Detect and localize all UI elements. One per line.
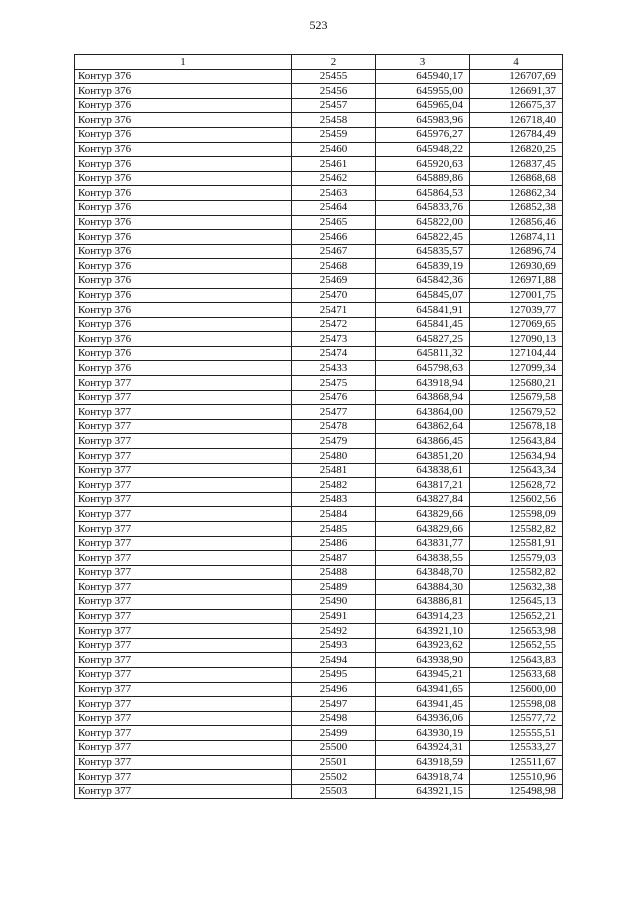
x-coordinate-cell: 643829,66 (376, 507, 470, 522)
x-coordinate-cell: 643921,10 (376, 624, 470, 639)
contour-name-cell: Контур 377 (75, 405, 292, 420)
y-coordinate-cell: 127099,34 (470, 361, 563, 376)
y-coordinate-cell: 125679,52 (470, 405, 563, 420)
contour-name-cell: Контур 376 (75, 303, 292, 318)
y-coordinate-cell: 125577,72 (470, 711, 563, 726)
point-number-cell: 25455 (292, 69, 376, 84)
x-coordinate-cell: 645983,96 (376, 113, 470, 128)
contour-name-cell: Контур 377 (75, 390, 292, 405)
contour-name-cell: Контур 377 (75, 478, 292, 493)
contour-name-cell: Контур 376 (75, 273, 292, 288)
x-coordinate-cell: 643936,06 (376, 711, 470, 726)
table-row (75, 69, 563, 84)
table-row (75, 244, 563, 259)
contour-name-cell: Контур 377 (75, 463, 292, 478)
table-row (75, 215, 563, 230)
y-coordinate-cell: 126856,46 (470, 215, 563, 230)
table-row (75, 332, 563, 347)
point-number-cell: 25480 (292, 449, 376, 464)
x-coordinate-cell: 645889,86 (376, 171, 470, 186)
x-coordinate-cell: 643862,64 (376, 419, 470, 434)
point-number-cell: 25461 (292, 157, 376, 172)
point-number-cell: 25487 (292, 551, 376, 566)
point-number-cell: 25459 (292, 127, 376, 142)
x-coordinate-cell: 643923,62 (376, 638, 470, 653)
table-row (75, 346, 563, 361)
point-number-cell: 25479 (292, 434, 376, 449)
x-coordinate-cell: 645864,53 (376, 186, 470, 201)
contour-name-cell: Контур 377 (75, 594, 292, 609)
table-row (75, 127, 563, 142)
x-coordinate-cell: 643938,90 (376, 653, 470, 668)
point-number-cell: 25501 (292, 755, 376, 770)
y-coordinate-cell: 125643,84 (470, 434, 563, 449)
y-coordinate-cell: 125679,58 (470, 390, 563, 405)
contour-name-cell: Контур 377 (75, 624, 292, 639)
contour-name-cell: Контур 377 (75, 580, 292, 595)
x-coordinate-cell: 643866,45 (376, 434, 470, 449)
contour-name-cell: Контур 377 (75, 419, 292, 434)
point-number-cell: 25483 (292, 492, 376, 507)
x-coordinate-cell: 645845,07 (376, 288, 470, 303)
y-coordinate-cell: 125680,21 (470, 376, 563, 391)
contour-name-cell: Контур 377 (75, 726, 292, 741)
contour-name-cell: Контур 377 (75, 536, 292, 551)
y-coordinate-cell: 125645,13 (470, 594, 563, 609)
x-coordinate-cell: 645827,25 (376, 332, 470, 347)
table-row (75, 171, 563, 186)
point-number-cell: 25457 (292, 98, 376, 113)
y-coordinate-cell: 125634,94 (470, 449, 563, 464)
x-coordinate-cell: 643864,00 (376, 405, 470, 420)
table-row (75, 492, 563, 507)
page-number: 523 (309, 18, 328, 32)
y-coordinate-cell: 127104,44 (470, 346, 563, 361)
y-coordinate-cell: 126707,69 (470, 69, 563, 84)
x-coordinate-cell: 645842,36 (376, 273, 470, 288)
y-coordinate-cell: 125498,98 (470, 784, 563, 799)
table-row (75, 288, 563, 303)
contour-name-cell: Контур 377 (75, 755, 292, 770)
point-number-cell: 25460 (292, 142, 376, 157)
header-row (75, 55, 563, 70)
point-number-cell: 25471 (292, 303, 376, 318)
y-coordinate-cell: 125628,72 (470, 478, 563, 493)
point-number-cell: 25473 (292, 332, 376, 347)
table-row (75, 784, 563, 799)
table-row (75, 507, 563, 522)
contour-name-cell: Контур 376 (75, 259, 292, 274)
contour-name-cell: Контур 376 (75, 230, 292, 245)
x-coordinate-cell: 643831,77 (376, 536, 470, 551)
point-number-cell: 25490 (292, 594, 376, 609)
table-row (75, 580, 563, 595)
point-number-cell: 25492 (292, 624, 376, 639)
contour-name-cell: Контур 376 (75, 142, 292, 157)
table-row (75, 770, 563, 785)
y-coordinate-cell: 126862,34 (470, 186, 563, 201)
x-coordinate-cell: 643838,55 (376, 551, 470, 566)
table-row (75, 273, 563, 288)
y-coordinate-cell: 127001,75 (470, 288, 563, 303)
point-number-cell: 25433 (292, 361, 376, 376)
point-number-cell: 25475 (292, 376, 376, 391)
point-number-cell: 25466 (292, 230, 376, 245)
table-row (75, 84, 563, 99)
x-coordinate-cell: 645798,63 (376, 361, 470, 376)
point-number-cell: 25488 (292, 565, 376, 580)
y-coordinate-cell: 126852,38 (470, 200, 563, 215)
x-coordinate-cell: 643941,45 (376, 697, 470, 712)
point-number-cell: 25491 (292, 609, 376, 624)
point-number-cell: 25456 (292, 84, 376, 99)
y-coordinate-cell: 125633,68 (470, 667, 563, 682)
contour-name-cell: Контур 377 (75, 770, 292, 785)
table-row (75, 142, 563, 157)
point-number-cell: 25470 (292, 288, 376, 303)
x-coordinate-cell: 645955,00 (376, 84, 470, 99)
y-coordinate-cell: 125598,09 (470, 507, 563, 522)
contour-name-cell: Контур 376 (75, 346, 292, 361)
x-coordinate-cell: 645920,63 (376, 157, 470, 172)
y-coordinate-cell: 126718,40 (470, 113, 563, 128)
contour-name-cell: Контур 377 (75, 740, 292, 755)
contour-name-cell: Контур 376 (75, 244, 292, 259)
x-coordinate-cell: 643817,21 (376, 478, 470, 493)
table-row (75, 638, 563, 653)
x-coordinate-cell: 643918,59 (376, 755, 470, 770)
table-row (75, 390, 563, 405)
y-coordinate-cell: 126896,74 (470, 244, 563, 259)
table-row (75, 463, 563, 478)
x-coordinate-cell: 643851,20 (376, 449, 470, 464)
table-body (75, 69, 563, 799)
table-row (75, 551, 563, 566)
y-coordinate-cell: 126837,45 (470, 157, 563, 172)
table-row (75, 317, 563, 332)
point-number-cell: 25497 (292, 697, 376, 712)
contour-name-cell: Контур 376 (75, 361, 292, 376)
point-number-cell: 25498 (292, 711, 376, 726)
table-row (75, 697, 563, 712)
contour-name-cell: Контур 377 (75, 551, 292, 566)
x-coordinate-cell: 643918,74 (376, 770, 470, 785)
y-coordinate-cell: 125600,00 (470, 682, 563, 697)
y-coordinate-cell: 127069,65 (470, 317, 563, 332)
table-row (75, 682, 563, 697)
contour-name-cell: Контур 376 (75, 215, 292, 230)
y-coordinate-cell: 125533,27 (470, 740, 563, 755)
y-coordinate-cell: 127090,13 (470, 332, 563, 347)
point-number-cell: 25484 (292, 507, 376, 522)
table-row (75, 434, 563, 449)
y-coordinate-cell: 126675,37 (470, 98, 563, 113)
x-coordinate-cell: 645822,45 (376, 230, 470, 245)
y-coordinate-cell: 125652,21 (470, 609, 563, 624)
y-coordinate-cell: 126971,88 (470, 273, 563, 288)
contour-name-cell: Контур 376 (75, 127, 292, 142)
table-row (75, 522, 563, 537)
table-row (75, 186, 563, 201)
y-coordinate-cell: 125582,82 (470, 522, 563, 537)
contour-name-cell: Контур 377 (75, 492, 292, 507)
y-coordinate-cell: 125602,56 (470, 492, 563, 507)
contour-name-cell: Контур 377 (75, 711, 292, 726)
contour-name-cell: Контур 377 (75, 784, 292, 799)
point-number-cell: 25465 (292, 215, 376, 230)
point-number-cell: 25494 (292, 653, 376, 668)
table-row (75, 113, 563, 128)
x-coordinate-cell: 645948,22 (376, 142, 470, 157)
y-coordinate-cell: 125643,34 (470, 463, 563, 478)
header-col-1: 1 (75, 55, 292, 70)
x-coordinate-cell: 645811,32 (376, 346, 470, 361)
y-coordinate-cell: 125653,98 (470, 624, 563, 639)
x-coordinate-cell: 643941,65 (376, 682, 470, 697)
x-coordinate-cell: 643918,94 (376, 376, 470, 391)
contour-name-cell: Контур 377 (75, 507, 292, 522)
table-row (75, 230, 563, 245)
point-number-cell: 25476 (292, 390, 376, 405)
table-row (75, 565, 563, 580)
table-row (75, 624, 563, 639)
contour-name-cell: Контур 377 (75, 434, 292, 449)
y-coordinate-cell: 125632,38 (470, 580, 563, 595)
y-coordinate-cell: 127039,77 (470, 303, 563, 318)
contour-name-cell: Контур 376 (75, 157, 292, 172)
point-number-cell: 25482 (292, 478, 376, 493)
point-number-cell: 25486 (292, 536, 376, 551)
contour-name-cell: Контур 377 (75, 638, 292, 653)
contour-name-cell: Контур 376 (75, 171, 292, 186)
point-number-cell: 25477 (292, 405, 376, 420)
contour-name-cell: Контур 376 (75, 332, 292, 347)
point-number-cell: 25478 (292, 419, 376, 434)
point-number-cell: 25496 (292, 682, 376, 697)
x-coordinate-cell: 643838,61 (376, 463, 470, 478)
y-coordinate-cell: 126784,49 (470, 127, 563, 142)
x-coordinate-cell: 643848,70 (376, 565, 470, 580)
y-coordinate-cell: 126874,11 (470, 230, 563, 245)
point-number-cell: 25463 (292, 186, 376, 201)
x-coordinate-cell: 645841,91 (376, 303, 470, 318)
y-coordinate-cell: 125510,96 (470, 770, 563, 785)
contour-name-cell: Контур 376 (75, 200, 292, 215)
table-row (75, 711, 563, 726)
y-coordinate-cell: 126820,25 (470, 142, 563, 157)
contour-name-cell: Контур 376 (75, 84, 292, 99)
point-number-cell: 25502 (292, 770, 376, 785)
x-coordinate-cell: 643884,30 (376, 580, 470, 595)
contour-name-cell: Контур 376 (75, 288, 292, 303)
point-number-cell: 25469 (292, 273, 376, 288)
table-row (75, 755, 563, 770)
contour-name-cell: Контур 377 (75, 697, 292, 712)
y-coordinate-cell: 125511,67 (470, 755, 563, 770)
point-number-cell: 25472 (292, 317, 376, 332)
x-coordinate-cell: 645976,27 (376, 127, 470, 142)
contour-name-cell: Контур 377 (75, 522, 292, 537)
point-number-cell: 25499 (292, 726, 376, 741)
table-row (75, 609, 563, 624)
table-row (75, 726, 563, 741)
x-coordinate-cell: 643829,66 (376, 522, 470, 537)
header-col-4: 4 (470, 55, 563, 70)
table-row (75, 303, 563, 318)
table-row (75, 361, 563, 376)
table-row (75, 478, 563, 493)
point-number-cell: 25500 (292, 740, 376, 755)
point-number-cell: 25495 (292, 667, 376, 682)
x-coordinate-cell: 643945,21 (376, 667, 470, 682)
point-number-cell: 25503 (292, 784, 376, 799)
table-row (75, 419, 563, 434)
contour-name-cell: Контур 376 (75, 317, 292, 332)
table-row (75, 200, 563, 215)
y-coordinate-cell: 125579,03 (470, 551, 563, 566)
x-coordinate-cell: 643921,15 (376, 784, 470, 799)
x-coordinate-cell: 645822,00 (376, 215, 470, 230)
x-coordinate-cell: 645839,19 (376, 259, 470, 274)
point-number-cell: 25462 (292, 171, 376, 186)
y-coordinate-cell: 125678,18 (470, 419, 563, 434)
contour-name-cell: Контур 377 (75, 449, 292, 464)
point-number-cell: 25485 (292, 522, 376, 537)
x-coordinate-cell: 643868,94 (376, 390, 470, 405)
point-number-cell: 25474 (292, 346, 376, 361)
y-coordinate-cell: 125581,91 (470, 536, 563, 551)
contour-name-cell: Контур 377 (75, 565, 292, 580)
table-row (75, 740, 563, 755)
table-header (75, 55, 563, 70)
table-row (75, 594, 563, 609)
contour-name-cell: Контур 376 (75, 113, 292, 128)
contour-name-cell: Контур 377 (75, 667, 292, 682)
x-coordinate-cell: 643924,31 (376, 740, 470, 755)
x-coordinate-cell: 645841,45 (376, 317, 470, 332)
x-coordinate-cell: 643914,23 (376, 609, 470, 624)
y-coordinate-cell: 125582,82 (470, 565, 563, 580)
contour-name-cell: Контур 376 (75, 186, 292, 201)
table-row (75, 259, 563, 274)
y-coordinate-cell: 125652,55 (470, 638, 563, 653)
x-coordinate-cell: 643827,84 (376, 492, 470, 507)
point-number-cell: 25481 (292, 463, 376, 478)
x-coordinate-cell: 643886,81 (376, 594, 470, 609)
contour-name-cell: Контур 377 (75, 376, 292, 391)
y-coordinate-cell: 126930,69 (470, 259, 563, 274)
point-number-cell: 25489 (292, 580, 376, 595)
contour-name-cell: Контур 376 (75, 98, 292, 113)
y-coordinate-cell: 126691,37 (470, 84, 563, 99)
x-coordinate-cell: 645833,76 (376, 200, 470, 215)
point-number-cell: 25468 (292, 259, 376, 274)
x-coordinate-cell: 645965,04 (376, 98, 470, 113)
x-coordinate-cell: 645835,57 (376, 244, 470, 259)
table-row (75, 157, 563, 172)
x-coordinate-cell: 643930,19 (376, 726, 470, 741)
contour-name-cell: Контур 376 (75, 69, 292, 84)
contour-name-cell: Контур 377 (75, 609, 292, 624)
x-coordinate-cell: 645940,17 (376, 69, 470, 84)
contour-name-cell: Контур 377 (75, 682, 292, 697)
contour-name-cell: Контур 377 (75, 653, 292, 668)
table-row (75, 376, 563, 391)
y-coordinate-cell: 125643,83 (470, 653, 563, 668)
point-number-cell: 25458 (292, 113, 376, 128)
table-row (75, 449, 563, 464)
table-row (75, 653, 563, 668)
table-row (75, 405, 563, 420)
header-col-3: 3 (376, 55, 470, 70)
table-row (75, 667, 563, 682)
point-number-cell: 25467 (292, 244, 376, 259)
table-row (75, 98, 563, 113)
header-col-2: 2 (292, 55, 376, 70)
y-coordinate-cell: 125598,08 (470, 697, 563, 712)
table-row (75, 536, 563, 551)
point-number-cell: 25493 (292, 638, 376, 653)
point-number-cell: 25464 (292, 200, 376, 215)
y-coordinate-cell: 126868,68 (470, 171, 563, 186)
y-coordinate-cell: 125555,51 (470, 726, 563, 741)
coordinates-table (74, 54, 563, 799)
